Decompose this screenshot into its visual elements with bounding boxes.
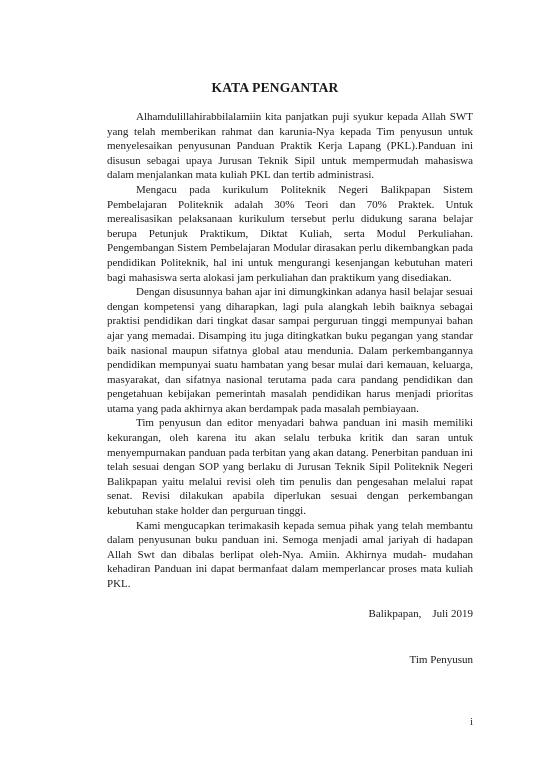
place-date: Balikpapan, Juli 2019 — [368, 608, 473, 620]
page-title: KATA PENGANTAR — [211, 80, 339, 95]
paragraph: Mengacu pada kurikulum Politeknik Negeri Balikpapan Sistem Pembelajaran Politeknik adalah 30% Teori dan 70% Praktek. Untuk merealisasikan pelaksanaan kurikulum tersebut perlu didukung sarana belajar berupa Petunjuk Praktikum, Diktat Kuliah, serta Modul Perkuliahan. Pengembangan Sistem Pembelajaran Modular dirasakan perlu dikembangkan pada pendidikan Politeknik, hal ini untuk mengurangi kesenjangan kebutuhan materi bagi mahasiswa serta alokasi jam perkuliahan dan praktikum yang disediakan. — [107, 183, 473, 284]
paragraph: Tim penyusun dan editor menyadari bahwa panduan ini masih memiliki kekurangan, oleh karena itu akan selalu terbuka kritik dan saran untuk menyempurnakan panduan pada terbitan yang akan datang. Penerbitan panduan ini telah sesuai dengan SOP yang berlaku di Jurusan Teknik Sipil Politeknik Negeri Balikpapan yaitu melalui revisi oleh tim penulis dan pengesahan melalui rapat senat. Revisi dilakukan apabila diperlukan sesuai dengan perkembangan kebutuhan stake holder dan perguruan tinggi. — [107, 417, 473, 518]
paragraph: Alhamdulillahirabbilalamiin kita panjatkan puji syukur kepada Allah SWT yang telah memberikan rahmat dan karunia-Nya kepada Tim penyusun untuk menyelesaikan penyusunan Panduan Praktik Kerja Lapang (PKL).Panduan ini disusun sebagai upaya Jurusan Teknik Sipil untuk mempermudah mahasiswa dalam menjalankan mata kuliah PKL dan tertib administrasi. — [107, 111, 473, 182]
page-number: i — [469, 716, 473, 728]
paragraph: Dengan disusunnya bahan ajar ini dimungkinkan adanya hasil belajar sesuai dengan kompetensi yang diharapkan, lagi pula alangkah lebih baiknya sebagai praktisi pendidikan dari tingkat dasar sampai perguruan tinggi mempunyai bahan ajar yang memadai. Disamping itu juga ditingkatkan buku pegangan yang standar baik nasional maupun sifatnya global atau mendunia. Dalam perkembangannya pendidikan mempunyai suatu hambatan yang besar mulai dari kemauan, keluarga, masyarakat, dan sifatnya nasional terutama pada cara pandang pendidikan dan pengetahuan kebijakan pemerintah masalah pendidikan harus menjadi prioritas utama yang pada akhirnya akan berdampak pada masalah pembiayaan. — [107, 286, 473, 415]
body-text — [107, 110, 473, 592]
signature-line: Tim Penyusun — [409, 654, 473, 666]
paragraph: Kami mengucapkan terimakasih kepada semua pihak yang telah membantu dalam penyusunan buku panduan ini. Semoga menjadi amal jariyah di hadapan Allah Swt dan dibalas berlipat oleh-Nya. Amiin. Akhirnya mudah- mudahan kehadiran Panduan ini dapat bermanfaat dalam memperlancar proses mata kuliah PKL. — [107, 519, 473, 590]
